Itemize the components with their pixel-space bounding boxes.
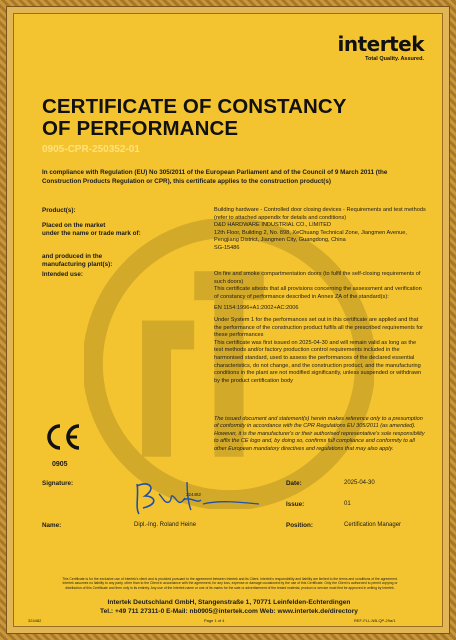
signature-label: Signature: xyxy=(42,480,74,487)
manufacturer-address: 12th Floor, Building 2, No. 898, XeChuang Technical Zone, Jiangmen Avenue, Pengjiang District, Jiangmen City, Guangdong, China xyxy=(214,229,407,244)
footer-address: Intertek Deutschland GmbH, Stangenstraße 1, 70771 Leinfelden-Echterdingen xyxy=(107,599,351,606)
certificate-number: 0905-CPR-250352-01 xyxy=(42,144,140,155)
issue-label: Issue: xyxy=(286,501,305,508)
date-value: 2025-04-30 xyxy=(344,480,375,486)
placed-on-market-label xyxy=(42,222,141,239)
footer-document-ref: REF-FLL-NB-QP-29a/1 xyxy=(354,618,396,623)
system-text: Under System 1 for the performances set out in this certificate are applied and that the performance of the construction product fulfils all the prescribed requirements for these performances xyxy=(214,316,423,339)
placed-on-market-value xyxy=(214,222,426,252)
footer-ref-left: 324482 xyxy=(28,618,42,623)
placed-label-line-2: under the name or trade mark of: xyxy=(42,230,141,238)
footer-contact: Tel.: +49 711 27311-0 E-Mail: nb0905@intertek.com Web: www.intertek.de/directory xyxy=(100,608,358,615)
attestation-text: This certificate attests that all provisions concerning the assessment and verification of constancy of performance described in Annex ZA of the standard(s): xyxy=(214,286,422,300)
intertek-logo xyxy=(337,34,424,62)
signature-stamp-number: 324482 xyxy=(186,492,202,497)
disclaimer-italic: The issued document and statement(s) herein makes reference only to a presumption of conformity in accordance with the CPR Regulations EU 305/2011 (as amended). However, it is the manufacturer's or their authorised representative's sole responsibility to affix the CE logo and, by doing so, confirms full compliance and conformity to all other European mandatory directives and regulations that may also apply. xyxy=(214,416,425,452)
ce-mark-icon xyxy=(44,422,84,452)
product-label: Product(s): xyxy=(42,207,76,214)
signatory-name: Dipl.-Ing. Roland Heine xyxy=(134,522,197,528)
title-line-2: OF PERFORMANCE xyxy=(42,117,239,140)
date-label: Date: xyxy=(286,480,302,487)
logo-wordmark: intertek xyxy=(337,32,424,56)
position-value: Certification Manager xyxy=(344,522,402,528)
manufacturer-name: D&D HARDWARE INDUSTRIAL CO., LIMITED xyxy=(214,222,332,228)
footer-page-number: Page 1 of 4 xyxy=(204,618,225,623)
certificate-title xyxy=(42,96,432,140)
logo-tagline: Total Quality. Assured. xyxy=(365,56,424,62)
standard-reference: EN 1154:1996+A1:2002+AC:2006 xyxy=(214,305,299,312)
product-value: Building hardware - Controlled door closing devices - Requirements and test methods (refer to attached appendix for details and conditions) xyxy=(214,207,426,221)
certificate-page xyxy=(13,13,443,627)
name-label: Name: xyxy=(42,522,62,529)
position-label: Position: xyxy=(286,522,313,529)
intended-use-value xyxy=(214,271,426,385)
produced-in-label xyxy=(42,253,112,270)
issue-value: 01 xyxy=(344,501,351,507)
issued-validity-text: This certificate was first issued on 2025-04-30 and will remain valid as long as the test methods and/or factory production control requirements included in the harmonised standard, used to assess the performances of the declared essential characteristics, do not change, and the construction product, and the manufacturing conditions in the plant are not modified significantly, unless suspended or withdrawn by the product certification body xyxy=(214,339,422,384)
title-line-1: CERTIFICATE OF CONSTANCY xyxy=(42,95,347,118)
intro-paragraph: In compliance with Regulation (EU) No 305/2011 of the European Parliament and of the Council of 9 March 2011 (the Construction Products Regulation or CPR), this certificate applies to the construction product(s) xyxy=(42,169,388,185)
notified-body-number: 0905 xyxy=(52,461,68,468)
footer-disclaimer: This Certificate is for the exclusive use of Intertek's client and is provided pursuant to the agreement between Intertek and its Client. Intertek's responsibility and liability are limited to the terms and conditions of the agreement. Intertek assumes no liability to any party, other than to the Client in accordance with the agreement, for any loss, expense or damage occasioned by the use of this Certificate. Only the Client is authorized to permit copying or distribution of this Certificate and then only in its entirety. Any use of the Intertek name or one of its marks for the sale or advertisement of the tested material, product or service must first be approved in writing by Intertek. xyxy=(62,577,398,590)
footer-company xyxy=(14,598,443,616)
placed-label-line-1: Placed on the market xyxy=(42,222,106,229)
handwritten-signature-icon xyxy=(129,474,269,520)
intended-use-text: On fire and smoke compartmentation doors (to fulfil the self-closing requirements of such doors) xyxy=(214,271,421,285)
produced-label-line-2: manufacturing plant(s): xyxy=(42,261,113,269)
manufacturer-code: SG-15486 xyxy=(214,244,240,251)
intended-use-label: Intended use: xyxy=(42,271,83,278)
produced-label-line-1: and produced in the xyxy=(42,253,103,260)
